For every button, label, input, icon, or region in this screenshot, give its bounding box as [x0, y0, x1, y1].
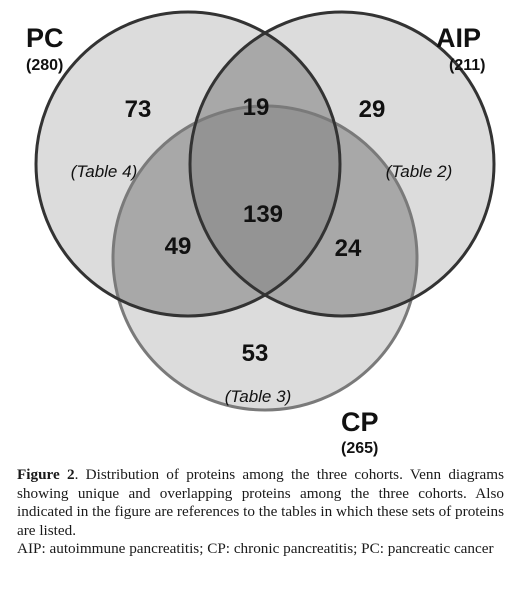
figure-label: Figure 2	[17, 466, 75, 483]
caption-body	[17, 466, 504, 540]
cp-table-ref: (Table 3)	[224, 387, 292, 406]
cp-only-count: 53	[241, 340, 269, 367]
aip-table-ref: (Table 2)	[385, 162, 453, 181]
pc-only-count: 73	[124, 96, 152, 123]
aip-only-count: 29	[358, 96, 386, 123]
figure-caption	[17, 466, 504, 559]
aip-count: (211)	[449, 57, 486, 74]
caption-text: . Distribution of proteins among the three cohorts. Venn diagrams showing unique and overlapping proteins among the three cohorts. Also indicated in the figure are references to the tables in which these sets of proteins are listed.	[17, 466, 504, 539]
pc-count: (280)	[26, 57, 64, 74]
pc-cp-count: 49	[164, 233, 192, 260]
aip-cp-count: 24	[334, 235, 362, 262]
triple-count: 139	[242, 201, 284, 228]
pc-aip-count: 19	[242, 94, 270, 121]
aip-label: AIP	[436, 23, 482, 53]
pc-table-ref: (Table 4)	[70, 162, 138, 181]
cp-label: CP	[341, 407, 379, 437]
caption-abbreviations: AIP: autoimmune pancreatitis; CP: chronic pancreatitis; PC: pancreatic cancer	[17, 540, 494, 557]
cp-count: (265)	[341, 440, 379, 457]
pc-label: PC	[26, 23, 64, 53]
